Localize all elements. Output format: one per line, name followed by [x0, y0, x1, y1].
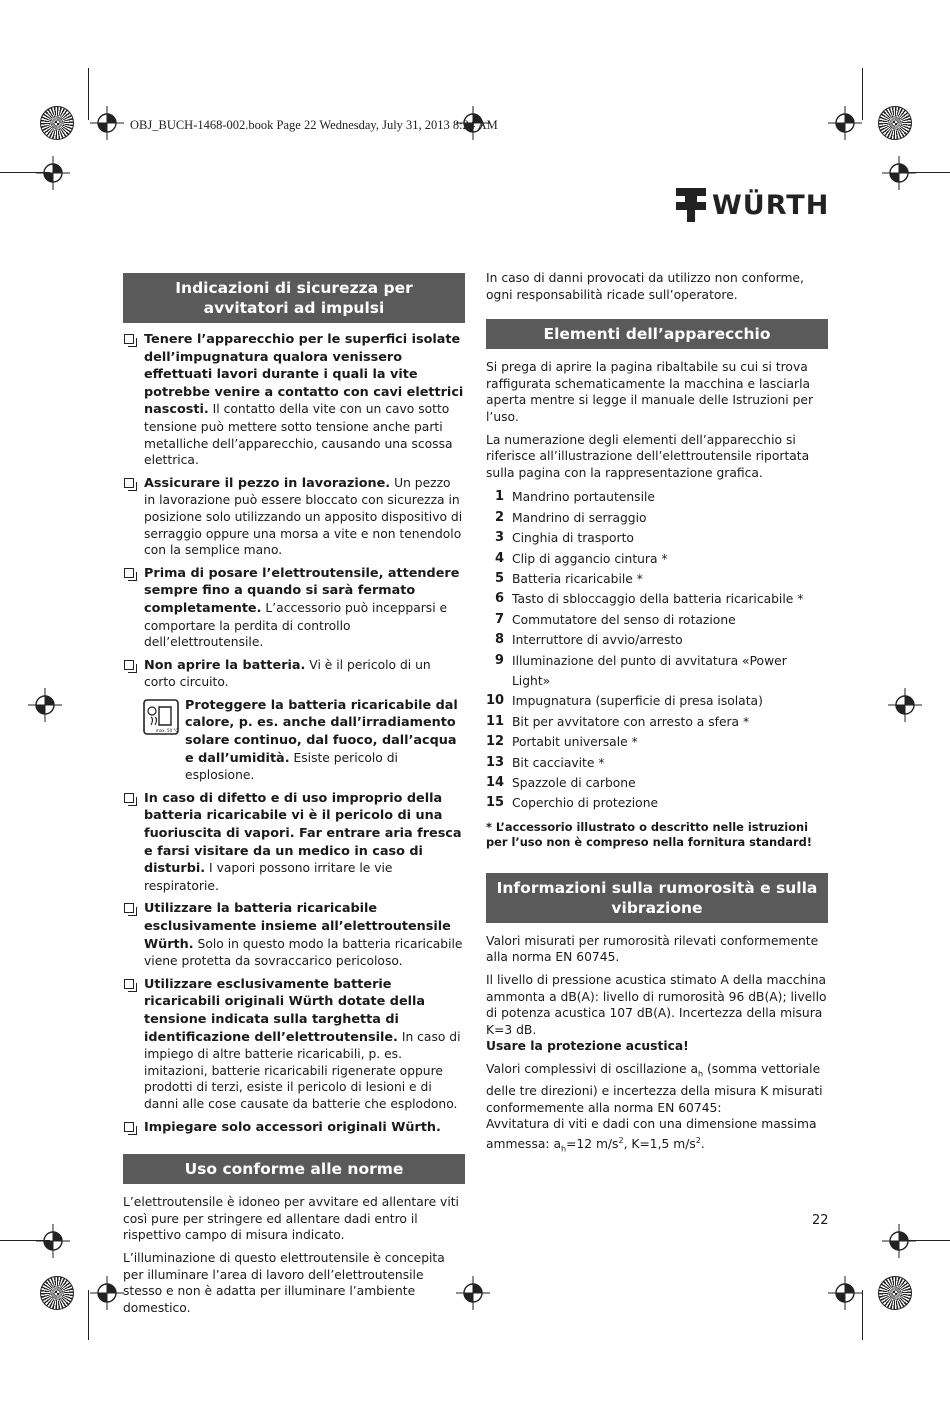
- safety-item: Assicurare il pezzo in lavorazione. Un pezzo in lavorazione può essere bloccato con sicurezza in posizione solo utilizzando un apposito dispositivo di serraggio oppure una morsa a vite e non tenendolo con la semplice mano.: [123, 475, 465, 559]
- color-rosette-top-right: [878, 106, 912, 140]
- registration-mark-icon: [828, 1276, 862, 1310]
- registration-mark-icon: [36, 156, 70, 190]
- list-item: 8 Interruttore di avvio/arresto: [494, 632, 683, 648]
- registration-mark-icon: [90, 106, 124, 140]
- vibration-values: Avvitatura di viti e dadi con una dimensione massima ammessa: $a_h=12$ $m/s^2$, K=1,5 $m/s^2$.: [486, 1117, 817, 1154]
- noise-paragraph: Il livello di pressione acustica stimato A della macchina ammonta a dB(A): livello di rumorosità 96 dB(A); livello di potenza acustica 107 dB(A). Incertezza della misura K=3 dB.: [486, 973, 827, 1037]
- crop-line: [88, 68, 89, 120]
- print-header: OBJ_BUCH-1468-002.book Page 22 Wednesday, July 31, 2013 8:24 AM: [130, 118, 498, 132]
- crop-line: [900, 172, 950, 173]
- list-item: 15 Coperchio di protezione: [486, 795, 659, 811]
- noise-section-heading: Informazioni sulla rumorosità e sulla vibrazione: [486, 873, 828, 923]
- wuerth-logo-icon: [676, 188, 706, 222]
- safety-item: Tenere l’apparecchio per le superfici isolate dell’impugnatura qualora venissero effettuati lavori durante i quali la vite potrebbe venire a contatto con cavi elettrici nascosti. Il contatto della vite con un cavo sotto tensione può mettere sotto tensione anche parti metalliche dell’apparecchio, causando una scossa elettrica.: [123, 331, 465, 469]
- wuerth-logo: [676, 188, 829, 222]
- list-item: 7 Commutatore del senso di rotazione: [494, 611, 736, 627]
- list-item: 9 Illuminazione del punto di avvitatura «Power Light»: [494, 652, 787, 688]
- intro-paragraph: In caso di danni provocati da utilizzo non conforme, ogni responsabilità ricade sull’operatore.: [486, 271, 804, 302]
- list-item: 1 Mandrino portautensile: [494, 489, 655, 505]
- crop-line: [88, 1290, 89, 1340]
- list-item: 11 Bit per avvitatore con arresto a sfera *: [486, 713, 750, 729]
- list-item: 12 Portabit universale *: [486, 734, 638, 750]
- vibration-paragraph: Valori complessivi di oscillazione $a_h$ (somma vettoriale delle tre direzioni) e incertezza della misura K misurati conformemente alla norma EN 60745:: [486, 1062, 823, 1115]
- use-section-heading: Uso conforme alle norme: [123, 1154, 465, 1184]
- use-paragraph: L’elettroutensile è idoneo per avvitare ed allentare viti così pure per stringere ed allentare dadi entro il rispettivo campo di misura indicato.: [123, 1195, 459, 1243]
- crop-line: [0, 172, 50, 173]
- crop-line: [862, 1290, 863, 1340]
- list-item: 4 Clip di aggancio cintura *: [494, 550, 668, 566]
- svg-text:max. 50 °C: max. 50 °C: [155, 727, 179, 733]
- registration-mark-icon: [882, 1224, 916, 1258]
- wuerth-logo-text: WÜRTH: [712, 189, 830, 221]
- color-rosette-bottom-left: [40, 1276, 74, 1310]
- crop-line: [900, 1240, 950, 1241]
- elements-paragraph: La numerazione degli elementi dell’apparecchio si riferisce all’illustrazione dell’elettroutensile riportata sulla pagina con la rappresentazione grafica.: [486, 432, 810, 480]
- safety-item: Impiegare solo accessori originali Würth.: [123, 1119, 465, 1137]
- registration-mark-icon: [28, 688, 62, 722]
- registration-mark-icon: [90, 1276, 124, 1310]
- registration-mark-icon: [828, 106, 862, 140]
- list-item: 5 Batteria ricaricabile *: [494, 570, 643, 586]
- safety-item: Utilizzare esclusivamente batterie ricaricabili originali Würth dotate della tensione indicata sulla targhetta di identificazione dell’elettroutensile. In caso di impiego di altre batterie ricaricabili, p. es. imitazioni, batterie ricaricabili rigenerate oppure prodotti di terzi, esiste il pericolo di lesioni e di danni alle cose causate da batterie che esplodono.: [123, 976, 465, 1113]
- page-number: 22: [812, 1213, 829, 1228]
- list-item: 13 Bit cacciavite *: [486, 754, 605, 770]
- crop-line: [862, 68, 863, 120]
- accessory-footnote: * L’accessorio illustrato o descritto nelle istruzioni per l’uso non è compreso nella fornitura standard!: [486, 819, 812, 850]
- color-rosette-top-left: [40, 106, 74, 140]
- noise-paragraph: Valori misurati per rumorosità rilevati conformemente alla norma EN 60745.: [486, 933, 819, 965]
- use-paragraph: L’illuminazione di questo elettroutensile è concepita per illuminare l’area di lavoro dell’elettroutensile stesso e non è adatta per illuminare l’ambiente domestico.: [123, 1250, 445, 1315]
- crop-line: [0, 1240, 50, 1241]
- elements-paragraph: Si prega di aprire la pagina ribaltabile su cui si trova raffigurata schematicamente la macchina e lasciarla aperta mentre si legge il manuale delle Istruzioni per l’uso.: [486, 360, 814, 424]
- safety-item: Utilizzare la batteria ricaricabile esclusivamente insieme all’elettroutensile Würth. Solo in questo modo la batteria ricaricabile viene protetta da sovraccarico pericoloso.: [123, 900, 465, 969]
- list-item: 3 Cinghia di trasporto: [494, 530, 634, 546]
- hearing-protection-note: Usare la protezione acustica!: [486, 1039, 689, 1054]
- list-item: 14 Spazzole di carbone: [486, 775, 636, 791]
- safety-item: Prima di posare l’elettroutensile, attendere sempre fino a quando si sarà fermato completamente. L’accessorio può incepparsi e comportare la perdita di controllo dell’elettroutensile.: [123, 565, 465, 651]
- list-item: 6 Tasto di sbloccaggio della batteria ricaricabile *: [494, 591, 804, 607]
- color-rosette-bottom-right: [878, 1276, 912, 1310]
- heat-warning-icon: [143, 699, 179, 735]
- safety-section-heading: Indicazioni di sicurezza per avvitatori ad impulsi: [123, 273, 465, 323]
- heat-warning-item: max. 50 °C Proteggere la batteria ricaricabile dal calore, p. es. anche dall’irradiamento solare continuo, dal fuoco, dall’acqua e dall’umidità. Esiste pericolo di esplosione.: [123, 697, 465, 784]
- elements-section-heading: Elementi dell’apparecchio: [486, 319, 828, 349]
- elements-list: [486, 487, 828, 814]
- registration-mark-icon: [888, 688, 922, 722]
- list-item: 10 Impugnatura (superficie di presa isolata): [486, 693, 763, 709]
- left-column: [123, 273, 465, 1322]
- safety-item: In caso di difetto e di uso improprio della batteria ricaricabile vi è il pericolo di una fuoriuscita di vapori. Far entrare aria fresca e farsi visitare da un medico in caso di disturbi. I vapori possono irritare le vie respiratorie.: [123, 790, 465, 895]
- right-column: [486, 270, 828, 1164]
- safety-item: Non aprire la batteria. Vi è il pericolo di un corto circuito.: [123, 657, 465, 691]
- registration-mark-icon: [36, 1224, 70, 1258]
- registration-mark-icon: [882, 156, 916, 190]
- list-item: 2 Mandrino di serraggio: [494, 509, 647, 525]
